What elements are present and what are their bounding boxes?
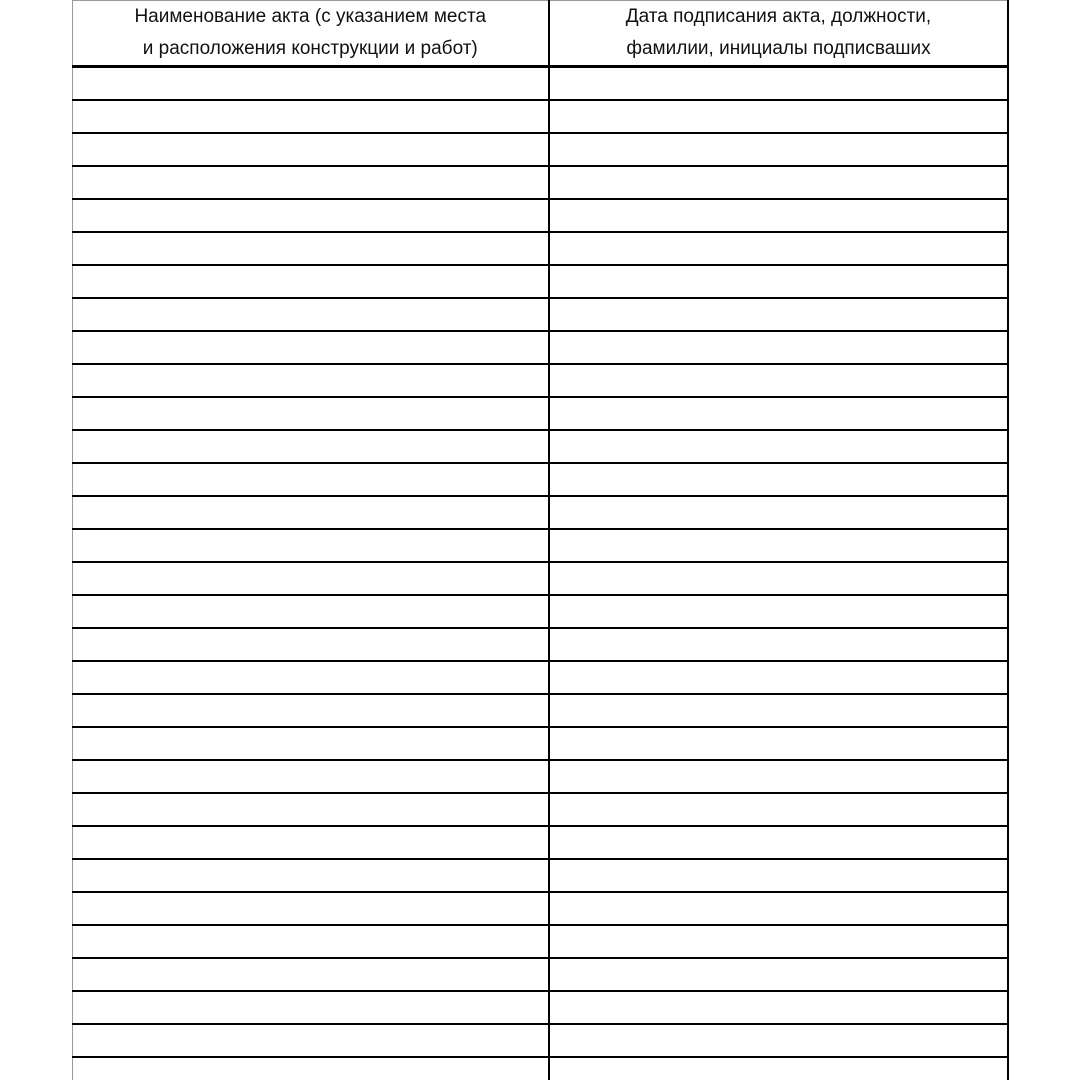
signing-info-cell[interactable] [549, 991, 1008, 1024]
table-row [73, 529, 1008, 562]
table-row [73, 694, 1008, 727]
act-name-cell[interactable] [73, 100, 549, 133]
act-name-cell[interactable] [73, 496, 549, 529]
table-row [73, 397, 1008, 430]
act-name-cell[interactable] [73, 925, 549, 958]
act-name-cell[interactable] [73, 430, 549, 463]
signing-info-cell[interactable] [549, 298, 1008, 331]
table-row [73, 67, 1008, 101]
header-row [73, 1, 1008, 67]
act-name-cell[interactable] [73, 463, 549, 496]
signing-info-cell[interactable] [549, 595, 1008, 628]
table-body [73, 67, 1008, 1080]
header-signing-info-line2: фамилии, инициалы подписваших [626, 38, 931, 59]
act-name-cell[interactable] [73, 793, 549, 826]
signing-info-cell[interactable] [549, 793, 1008, 826]
table-row [73, 364, 1008, 397]
act-name-cell[interactable] [73, 1024, 549, 1057]
signing-info-cell[interactable] [549, 826, 1008, 859]
signing-info-cell[interactable] [549, 166, 1008, 199]
header-act-name-line1: Наименование акта (с указанием места [134, 6, 487, 27]
table-row [73, 925, 1008, 958]
table-row [73, 661, 1008, 694]
signing-info-cell[interactable] [549, 892, 1008, 925]
table-row [73, 991, 1008, 1024]
signing-info-cell[interactable] [549, 496, 1008, 529]
act-name-cell[interactable] [73, 628, 549, 661]
table-row [73, 562, 1008, 595]
signing-info-cell[interactable] [549, 958, 1008, 991]
act-name-cell[interactable] [73, 133, 549, 166]
table-row [73, 760, 1008, 793]
signing-info-cell[interactable] [549, 199, 1008, 232]
table-row [73, 298, 1008, 331]
signing-info-cell[interactable] [549, 694, 1008, 727]
act-name-cell[interactable] [73, 562, 549, 595]
act-name-cell[interactable] [73, 958, 549, 991]
signing-info-cell[interactable] [549, 925, 1008, 958]
act-name-cell[interactable] [73, 1057, 549, 1080]
table-row [73, 1024, 1008, 1057]
table-row [73, 859, 1008, 892]
table-row [73, 496, 1008, 529]
act-name-cell[interactable] [73, 859, 549, 892]
table-row [73, 892, 1008, 925]
act-name-cell[interactable] [73, 694, 549, 727]
table-row [73, 595, 1008, 628]
act-name-cell[interactable] [73, 67, 549, 101]
signing-info-cell[interactable] [549, 67, 1008, 101]
table-row [73, 628, 1008, 661]
signing-info-cell[interactable] [549, 430, 1008, 463]
table-row [73, 1057, 1008, 1080]
signing-info-cell[interactable] [549, 1057, 1008, 1080]
table-row [73, 463, 1008, 496]
act-name-cell[interactable] [73, 727, 549, 760]
header-act-name-line2: и расположения конструкции и работ) [142, 38, 478, 59]
signing-info-cell[interactable] [549, 265, 1008, 298]
acts-table [72, 0, 1008, 1080]
signing-info-cell[interactable] [549, 628, 1008, 661]
signing-info-cell[interactable] [549, 331, 1008, 364]
table-row [73, 232, 1008, 265]
table-row [73, 265, 1008, 298]
signing-info-cell[interactable] [549, 859, 1008, 892]
act-name-cell[interactable] [73, 298, 549, 331]
signing-info-cell[interactable] [549, 562, 1008, 595]
act-name-cell[interactable] [73, 595, 549, 628]
signing-info-cell[interactable] [549, 463, 1008, 496]
signing-info-cell[interactable] [549, 727, 1008, 760]
signing-info-cell[interactable] [549, 100, 1008, 133]
act-name-cell[interactable] [73, 199, 549, 232]
table-row [73, 727, 1008, 760]
table-row [73, 958, 1008, 991]
header-signing-info [549, 1, 1008, 67]
act-name-cell[interactable] [73, 364, 549, 397]
act-name-cell[interactable] [73, 166, 549, 199]
act-name-cell[interactable] [73, 661, 549, 694]
act-name-cell[interactable] [73, 991, 549, 1024]
act-name-cell[interactable] [73, 529, 549, 562]
signing-info-cell[interactable] [549, 232, 1008, 265]
signing-info-cell[interactable] [549, 133, 1008, 166]
table-row [73, 793, 1008, 826]
table-row [73, 199, 1008, 232]
table-row [73, 331, 1008, 364]
spreadsheet-sheet [72, 0, 1009, 1080]
table-row [73, 133, 1008, 166]
signing-info-cell[interactable] [549, 529, 1008, 562]
act-name-cell[interactable] [73, 397, 549, 430]
signing-info-cell[interactable] [549, 364, 1008, 397]
act-name-cell[interactable] [73, 892, 549, 925]
table-row [73, 100, 1008, 133]
act-name-cell[interactable] [73, 760, 549, 793]
signing-info-cell[interactable] [549, 661, 1008, 694]
table-row [73, 166, 1008, 199]
header-act-name [73, 1, 549, 67]
table-row [73, 826, 1008, 859]
act-name-cell[interactable] [73, 265, 549, 298]
table-row [73, 430, 1008, 463]
signing-info-cell[interactable] [549, 760, 1008, 793]
act-name-cell[interactable] [73, 232, 549, 265]
header-signing-info-line1: Дата подписания акта, должности, [625, 6, 932, 27]
signing-info-cell[interactable] [549, 1024, 1008, 1057]
act-name-cell[interactable] [73, 331, 549, 364]
act-name-cell[interactable] [73, 826, 549, 859]
signing-info-cell[interactable] [549, 397, 1008, 430]
